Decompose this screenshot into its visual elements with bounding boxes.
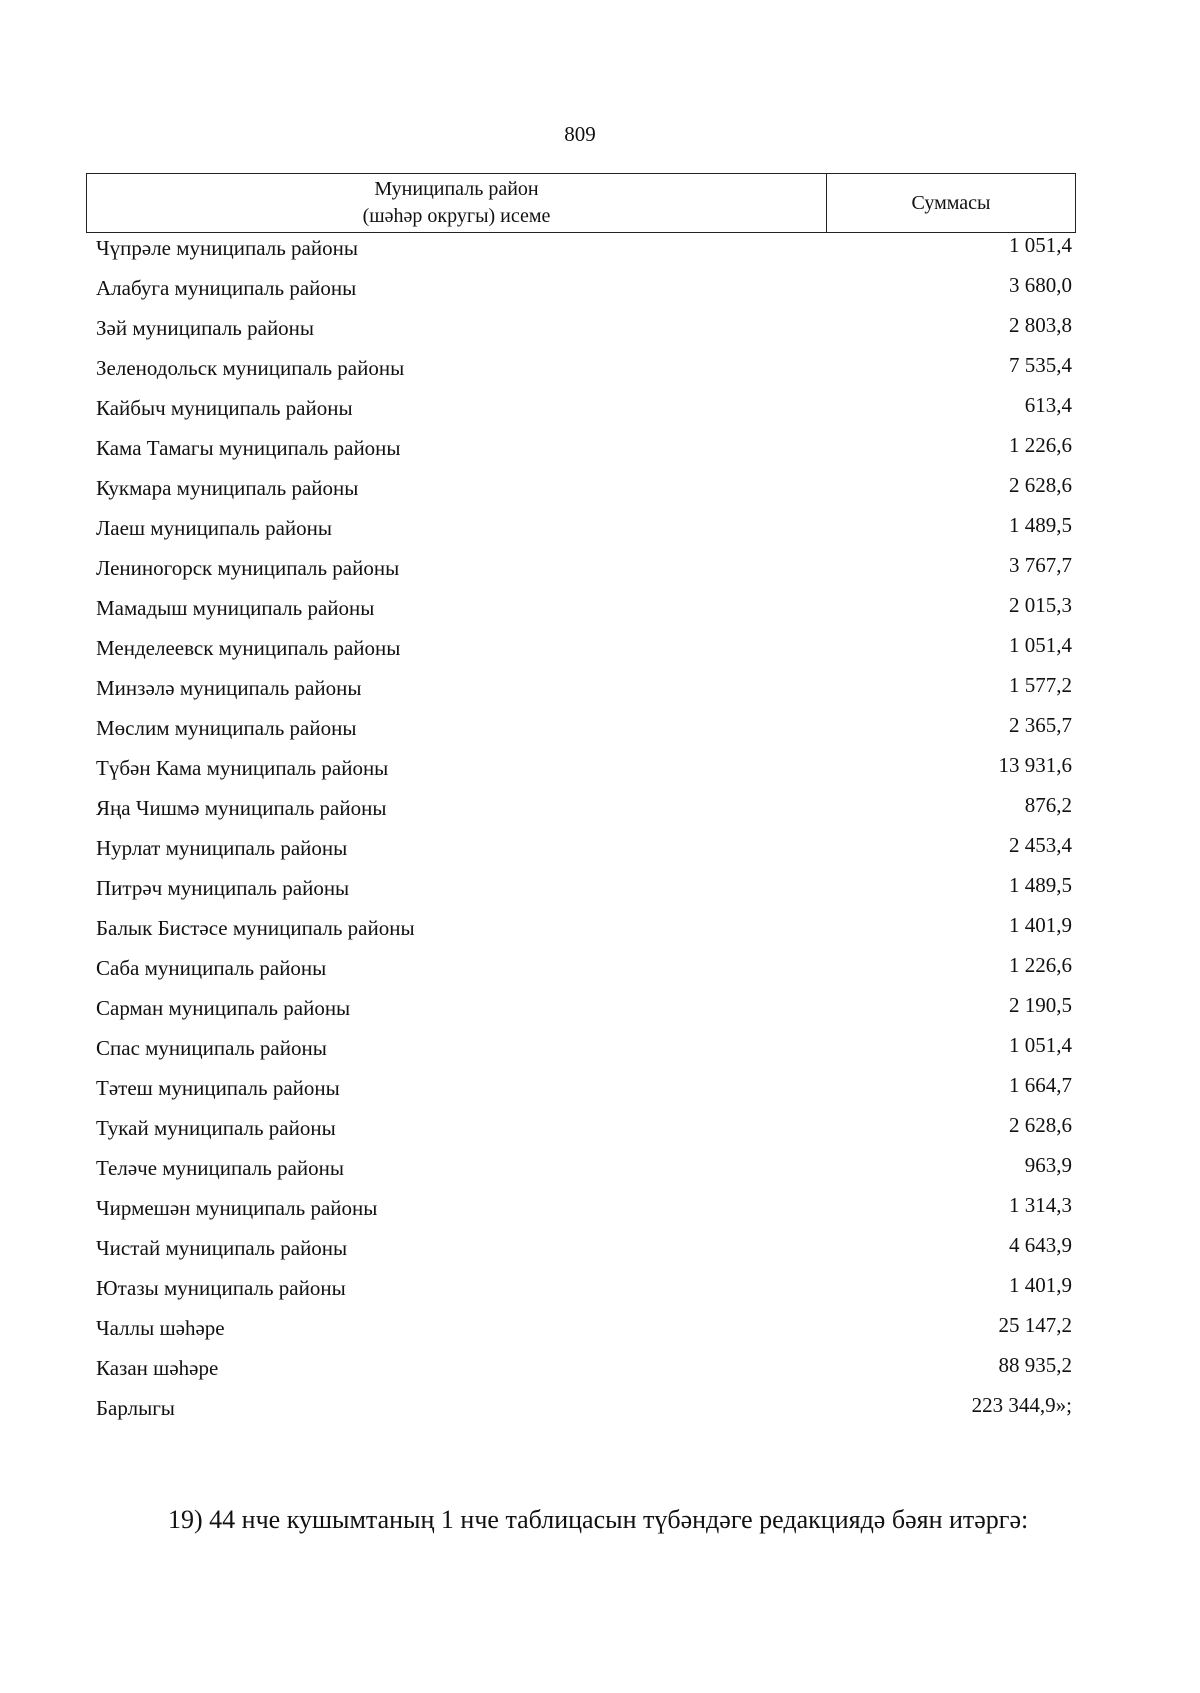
row-value: 1 051,4: [1009, 233, 1072, 257]
row-value: 963,9: [1024, 1153, 1072, 1177]
table-row: [96, 473, 1072, 513]
table-row: [96, 633, 1072, 673]
table-row: [96, 313, 1072, 353]
row-name: Түбән Кама муниципаль районы: [96, 756, 389, 780]
header-sum-column: Суммасы: [911, 191, 991, 214]
row-name: Балык Бистәсе муниципаль районы: [96, 916, 415, 940]
table-row: [96, 793, 1072, 833]
row-value: 4 643,9: [1009, 1233, 1072, 1257]
table-row: [96, 1153, 1072, 1193]
row-value: 613,4: [1024, 393, 1072, 417]
table-row: [96, 1193, 1072, 1233]
row-value: 1 401,9: [1009, 913, 1072, 937]
table-row: [96, 393, 1072, 433]
row-name: Минзәлә муниципаль районы: [96, 676, 362, 700]
row-name: Кайбыч муниципаль районы: [96, 396, 353, 420]
header-name-line1: Муниципаль район: [374, 178, 539, 200]
row-value: 2 190,5: [1009, 993, 1072, 1017]
table-row: [96, 1313, 1072, 1353]
table-row: [96, 913, 1072, 953]
table-row: [96, 753, 1072, 793]
row-value: 2 453,4: [1009, 833, 1072, 857]
row-name: Кукмара муниципаль районы: [96, 476, 359, 500]
row-name: Спас муниципаль районы: [96, 1036, 327, 1060]
table-row: [96, 513, 1072, 553]
row-value: 876,2: [1024, 793, 1072, 817]
row-name: Лаеш муниципаль районы: [96, 516, 333, 540]
row-name: Яңа Чишмә муниципаль районы: [96, 796, 387, 820]
row-value: 1 314,3: [1009, 1193, 1072, 1217]
table-row: [96, 873, 1072, 913]
table-row: [96, 953, 1072, 993]
row-name: Теләче муниципаль районы: [96, 1156, 344, 1180]
row-name: Казан шәһәре: [96, 1356, 219, 1380]
row-value: 1 226,6: [1009, 433, 1072, 457]
table-row: [96, 1113, 1072, 1153]
row-value: 7 535,4: [1009, 353, 1072, 377]
table-row: [96, 673, 1072, 713]
table-row: [96, 833, 1072, 873]
row-name: Чүпрәле муниципаль районы: [96, 236, 358, 260]
table-row: [96, 1033, 1072, 1073]
row-value: 1 051,4: [1009, 1033, 1072, 1057]
table-row: [96, 1233, 1072, 1273]
row-value: 2 365,7: [1009, 713, 1072, 737]
header-name-line2: (шәһәр округы) исеме: [362, 205, 551, 227]
row-value: 2 628,6: [1009, 473, 1072, 497]
table-row: [96, 1073, 1072, 1113]
table-row: [96, 273, 1072, 313]
table-header: [86, 173, 1076, 233]
row-value: 13 931,6: [998, 753, 1072, 777]
table-row: [96, 1393, 1072, 1433]
table-row: [96, 353, 1072, 393]
row-name: Питрәч муниципаль районы: [96, 876, 350, 900]
row-name: Саба муниципаль районы: [96, 956, 327, 980]
row-value: 223 344,9»;: [971, 1393, 1072, 1417]
row-value: 1 401,9: [1009, 1273, 1072, 1297]
table-row: [96, 713, 1072, 753]
page-number: 809: [564, 122, 596, 146]
row-name: Чаллы шәһәре: [96, 1316, 225, 1340]
row-name: Сарман муниципаль районы: [96, 996, 351, 1020]
paragraph-text: 19) 44 нче кушымтаның 1 нче таблицасын түбәндәге редакциядә бәян итәргә:: [168, 1505, 1029, 1534]
row-value: 1 226,6: [1009, 953, 1072, 977]
row-value: 1 489,5: [1009, 873, 1072, 897]
row-name: Мөслим муниципаль районы: [96, 716, 357, 740]
table-row: [96, 1273, 1072, 1313]
row-value: 1 664,7: [1009, 1073, 1072, 1097]
row-name: Зеленодольск муниципаль районы: [96, 356, 405, 380]
row-name: Чистай муниципаль районы: [96, 1236, 348, 1260]
row-name: Зәй муниципаль районы: [96, 316, 315, 340]
row-name: Алабуга муниципаль районы: [96, 276, 357, 300]
row-name: Лениногорск муниципаль районы: [96, 556, 400, 580]
header-name-column: [87, 174, 827, 232]
table-row: [96, 553, 1072, 593]
row-value: 1 051,4: [1009, 633, 1072, 657]
row-name: Нурлат муниципаль районы: [96, 836, 348, 860]
row-value: 25 147,2: [998, 1313, 1072, 1337]
row-name: Кама Тамагы муниципаль районы: [96, 436, 401, 460]
row-name: Тәтеш муниципаль районы: [96, 1076, 340, 1100]
table-row: [96, 593, 1072, 633]
row-value: 1 577,2: [1009, 673, 1072, 697]
row-name: Менделеевск муниципаль районы: [96, 636, 401, 660]
row-name: Ютазы муниципаль районы: [96, 1276, 346, 1300]
row-name: Тукай муниципаль районы: [96, 1116, 336, 1140]
table-row: [96, 1353, 1072, 1393]
row-value: 3 680,0: [1009, 273, 1072, 297]
row-value: 1 489,5: [1009, 513, 1072, 537]
row-value: 3 767,7: [1009, 553, 1072, 577]
row-value: 88 935,2: [998, 1353, 1072, 1377]
row-value: 2 628,6: [1009, 1113, 1072, 1137]
table-row: [96, 433, 1072, 473]
table-body: [96, 233, 1072, 1433]
table-row: [96, 993, 1072, 1033]
table-row: [96, 233, 1072, 273]
row-value: 2 803,8: [1009, 313, 1072, 337]
row-name: Чирмешән муниципаль районы: [96, 1196, 378, 1220]
row-name: Мамадыш муниципаль районы: [96, 596, 375, 620]
row-value: 2 015,3: [1009, 593, 1072, 617]
row-name: Барлыгы: [96, 1396, 175, 1420]
